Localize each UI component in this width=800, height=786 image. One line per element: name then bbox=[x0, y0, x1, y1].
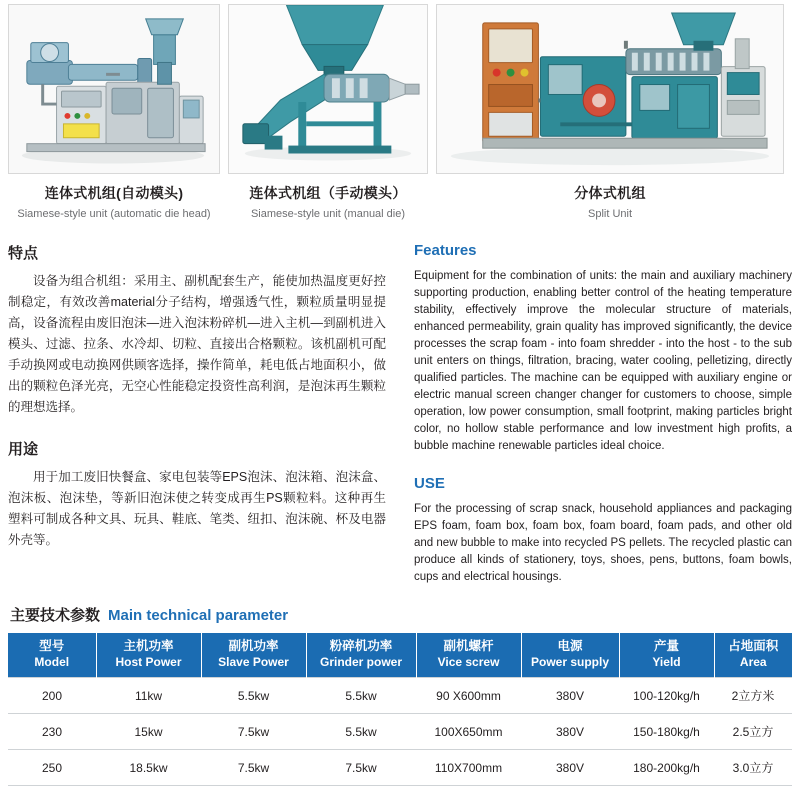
chinese-text-column bbox=[8, 242, 386, 586]
cell-model: 250 bbox=[8, 750, 96, 786]
spec-table-section bbox=[0, 586, 800, 786]
product-card-1 bbox=[8, 4, 220, 220]
product-caption-en-3: Split Unit bbox=[587, 208, 633, 220]
siamese-unit-manual-die-photo bbox=[228, 4, 428, 174]
table-header-cell-slave-power bbox=[201, 633, 306, 678]
cell-power-supply: 380V bbox=[521, 714, 619, 750]
header-en: Slave Power bbox=[218, 655, 289, 669]
table-header-cell-model bbox=[8, 633, 96, 678]
header-cn: 占地面积 bbox=[728, 639, 779, 653]
product-card-3 bbox=[436, 4, 784, 220]
table-header-cell-power-supply bbox=[521, 633, 619, 678]
product-caption-cn-3: 分体式机组 bbox=[574, 185, 646, 201]
use-body-en: For the processing of scrap snack, household appliances and packaging EPS foam, foam box, foam box, foam board, foam pads, and other old and new bubble to make into recycled PS pellets. The recycled plastic can produce all kinds of stationery, toys, shoes, pens, buttons, foam bowls, cups and electrical housings. bbox=[414, 503, 792, 583]
split-unit-photo bbox=[436, 4, 784, 174]
features-body-en: Equipment for the combination of units: the main and auxiliary machinery supporting production, enabling better control of the heating temperature stability, effectively improve the molecular structure of materials, enhanced permeability, grain quality has improved significantly, the device processes the scrap foam - into foam shredder - into the host - to the sub unit enters on things, filtration, bracing, water cooling, pelletizing, directly qualified particles. The machine can be equipped with auxiliary engine or electric manual screen changer changer for customers to choose, simple operation, low power consumption, small footprint, making particles bright color, no hollow stable performance and low investment high profits, a bubble machine renewable particles ideal choice. bbox=[414, 270, 792, 452]
use-title-cn: 用途 bbox=[8, 441, 39, 458]
header-cn: 产量 bbox=[653, 639, 679, 653]
header-en: Yield bbox=[652, 655, 681, 669]
spacer bbox=[414, 455, 792, 475]
cell-power-supply: 380V bbox=[521, 750, 619, 786]
header-en: Grinder power bbox=[319, 655, 402, 669]
header-cn: 主机功率 bbox=[123, 639, 174, 653]
header-en: Model bbox=[34, 655, 70, 669]
spec-table-title-en: Main technical parameter bbox=[108, 607, 289, 624]
product-image-row bbox=[0, 0, 800, 220]
cell-host-power: 11kw bbox=[96, 678, 201, 714]
cell-power-supply: 380V bbox=[521, 678, 619, 714]
features-title-cn: 特点 bbox=[8, 245, 39, 262]
table-header-row bbox=[8, 633, 792, 678]
table-row bbox=[8, 750, 792, 786]
cell-vice-screw: 110X700mm bbox=[416, 750, 521, 786]
use-title-en: USE bbox=[414, 475, 445, 492]
table-header-cell-area bbox=[714, 633, 792, 678]
siamese-unit-automatic-die-head-photo bbox=[8, 4, 220, 174]
cell-yield: 180-200kg/h bbox=[619, 750, 714, 786]
header-cn: 副机功率 bbox=[228, 639, 279, 653]
cell-host-power: 18.5kw bbox=[96, 750, 201, 786]
spec-table-title-cn: 主要技术参数 bbox=[10, 607, 101, 624]
header-cn: 电源 bbox=[557, 639, 583, 653]
features-body-cn: 设备为组合机组：采用主、副机配套生产，能使加热温度更好控制稳定，有效改善material分子结构，增强透气性，颗粒质量明显提高，设备流程由废旧泡沫—进入泡沫粉碎机—进入主机—到副机进入模头、过滤、拉条、水冷却、切粒、直接出合格颗粒。该机副机可配手动换网或电动换网供顾客选择，操作简单，耗电低占地面积小，做出的颗粒色泽光亮，无空心性能稳定投资性高利润，是泡沫再生颗粒的理想选择。 bbox=[8, 274, 386, 414]
table-row bbox=[8, 714, 792, 750]
description-columns bbox=[0, 220, 800, 586]
header-en: Area bbox=[739, 655, 767, 669]
product-caption-en-2: Siamese-style unit (manual die) bbox=[250, 208, 406, 220]
cell-model: 230 bbox=[8, 714, 96, 750]
cell-yield: 150-180kg/h bbox=[619, 714, 714, 750]
table-header-cell-vice-screw bbox=[416, 633, 521, 678]
cell-grinder-power: 5.5kw bbox=[306, 714, 416, 750]
header-en: Power supply bbox=[530, 655, 610, 669]
header-cn: 副机螺杆 bbox=[443, 639, 494, 653]
table-header-cell-host-power bbox=[96, 633, 201, 678]
product-card-2 bbox=[228, 4, 428, 220]
header-cn: 粉碎机功率 bbox=[329, 639, 393, 653]
header-en: Vice screw bbox=[437, 655, 500, 669]
cell-slave-power: 7.5kw bbox=[201, 750, 306, 786]
header-cn: 型号 bbox=[39, 639, 65, 653]
cell-model: 200 bbox=[8, 678, 96, 714]
table-header-cell-grinder-power bbox=[306, 633, 416, 678]
cell-host-power: 15kw bbox=[96, 714, 201, 750]
cell-grinder-power: 7.5kw bbox=[306, 750, 416, 786]
spec-table-title bbox=[10, 604, 792, 625]
table-header-cell-yield bbox=[619, 633, 714, 678]
header-en: Host Power bbox=[115, 655, 182, 669]
cell-vice-screw: 90 X600mm bbox=[416, 678, 521, 714]
product-caption-cn-2: 连体式机组（手动模头） bbox=[249, 185, 407, 201]
features-title-en: Features bbox=[414, 242, 477, 259]
machine-illustration-3 bbox=[437, 5, 783, 174]
product-caption-cn-1: 连体式机组(自动模头) bbox=[44, 185, 184, 201]
cell-area: 2.5立方 bbox=[714, 714, 792, 750]
use-body-cn: 用于加工废旧快餐盒、家电包装等EPS泡沫、泡沫箱、泡沫盒、泡沫板、泡沫垫，等新旧泡沫使之转变成再生PS颗粒料。这种再生塑料可制成各种文具、玩具、鞋底、笔类、纽扣、泡沫碗、杯及电器外壳等。 bbox=[8, 470, 386, 547]
cell-vice-screw: 100X650mm bbox=[416, 714, 521, 750]
cell-yield: 100-120kg/h bbox=[619, 678, 714, 714]
cell-slave-power: 5.5kw bbox=[201, 678, 306, 714]
product-caption-en-1: Siamese-style unit (automatic die head) bbox=[17, 208, 211, 220]
spacer bbox=[8, 418, 386, 438]
table-row bbox=[8, 678, 792, 714]
cell-area: 3.0立方 bbox=[714, 750, 792, 786]
machine-illustration-2 bbox=[229, 5, 427, 173]
spec-table bbox=[8, 633, 792, 786]
cell-grinder-power: 5.5kw bbox=[306, 678, 416, 714]
english-text-column bbox=[414, 242, 792, 586]
cell-slave-power: 7.5kw bbox=[201, 714, 306, 750]
machine-illustration-1 bbox=[9, 5, 219, 173]
cell-area: 2立方米 bbox=[714, 678, 792, 714]
